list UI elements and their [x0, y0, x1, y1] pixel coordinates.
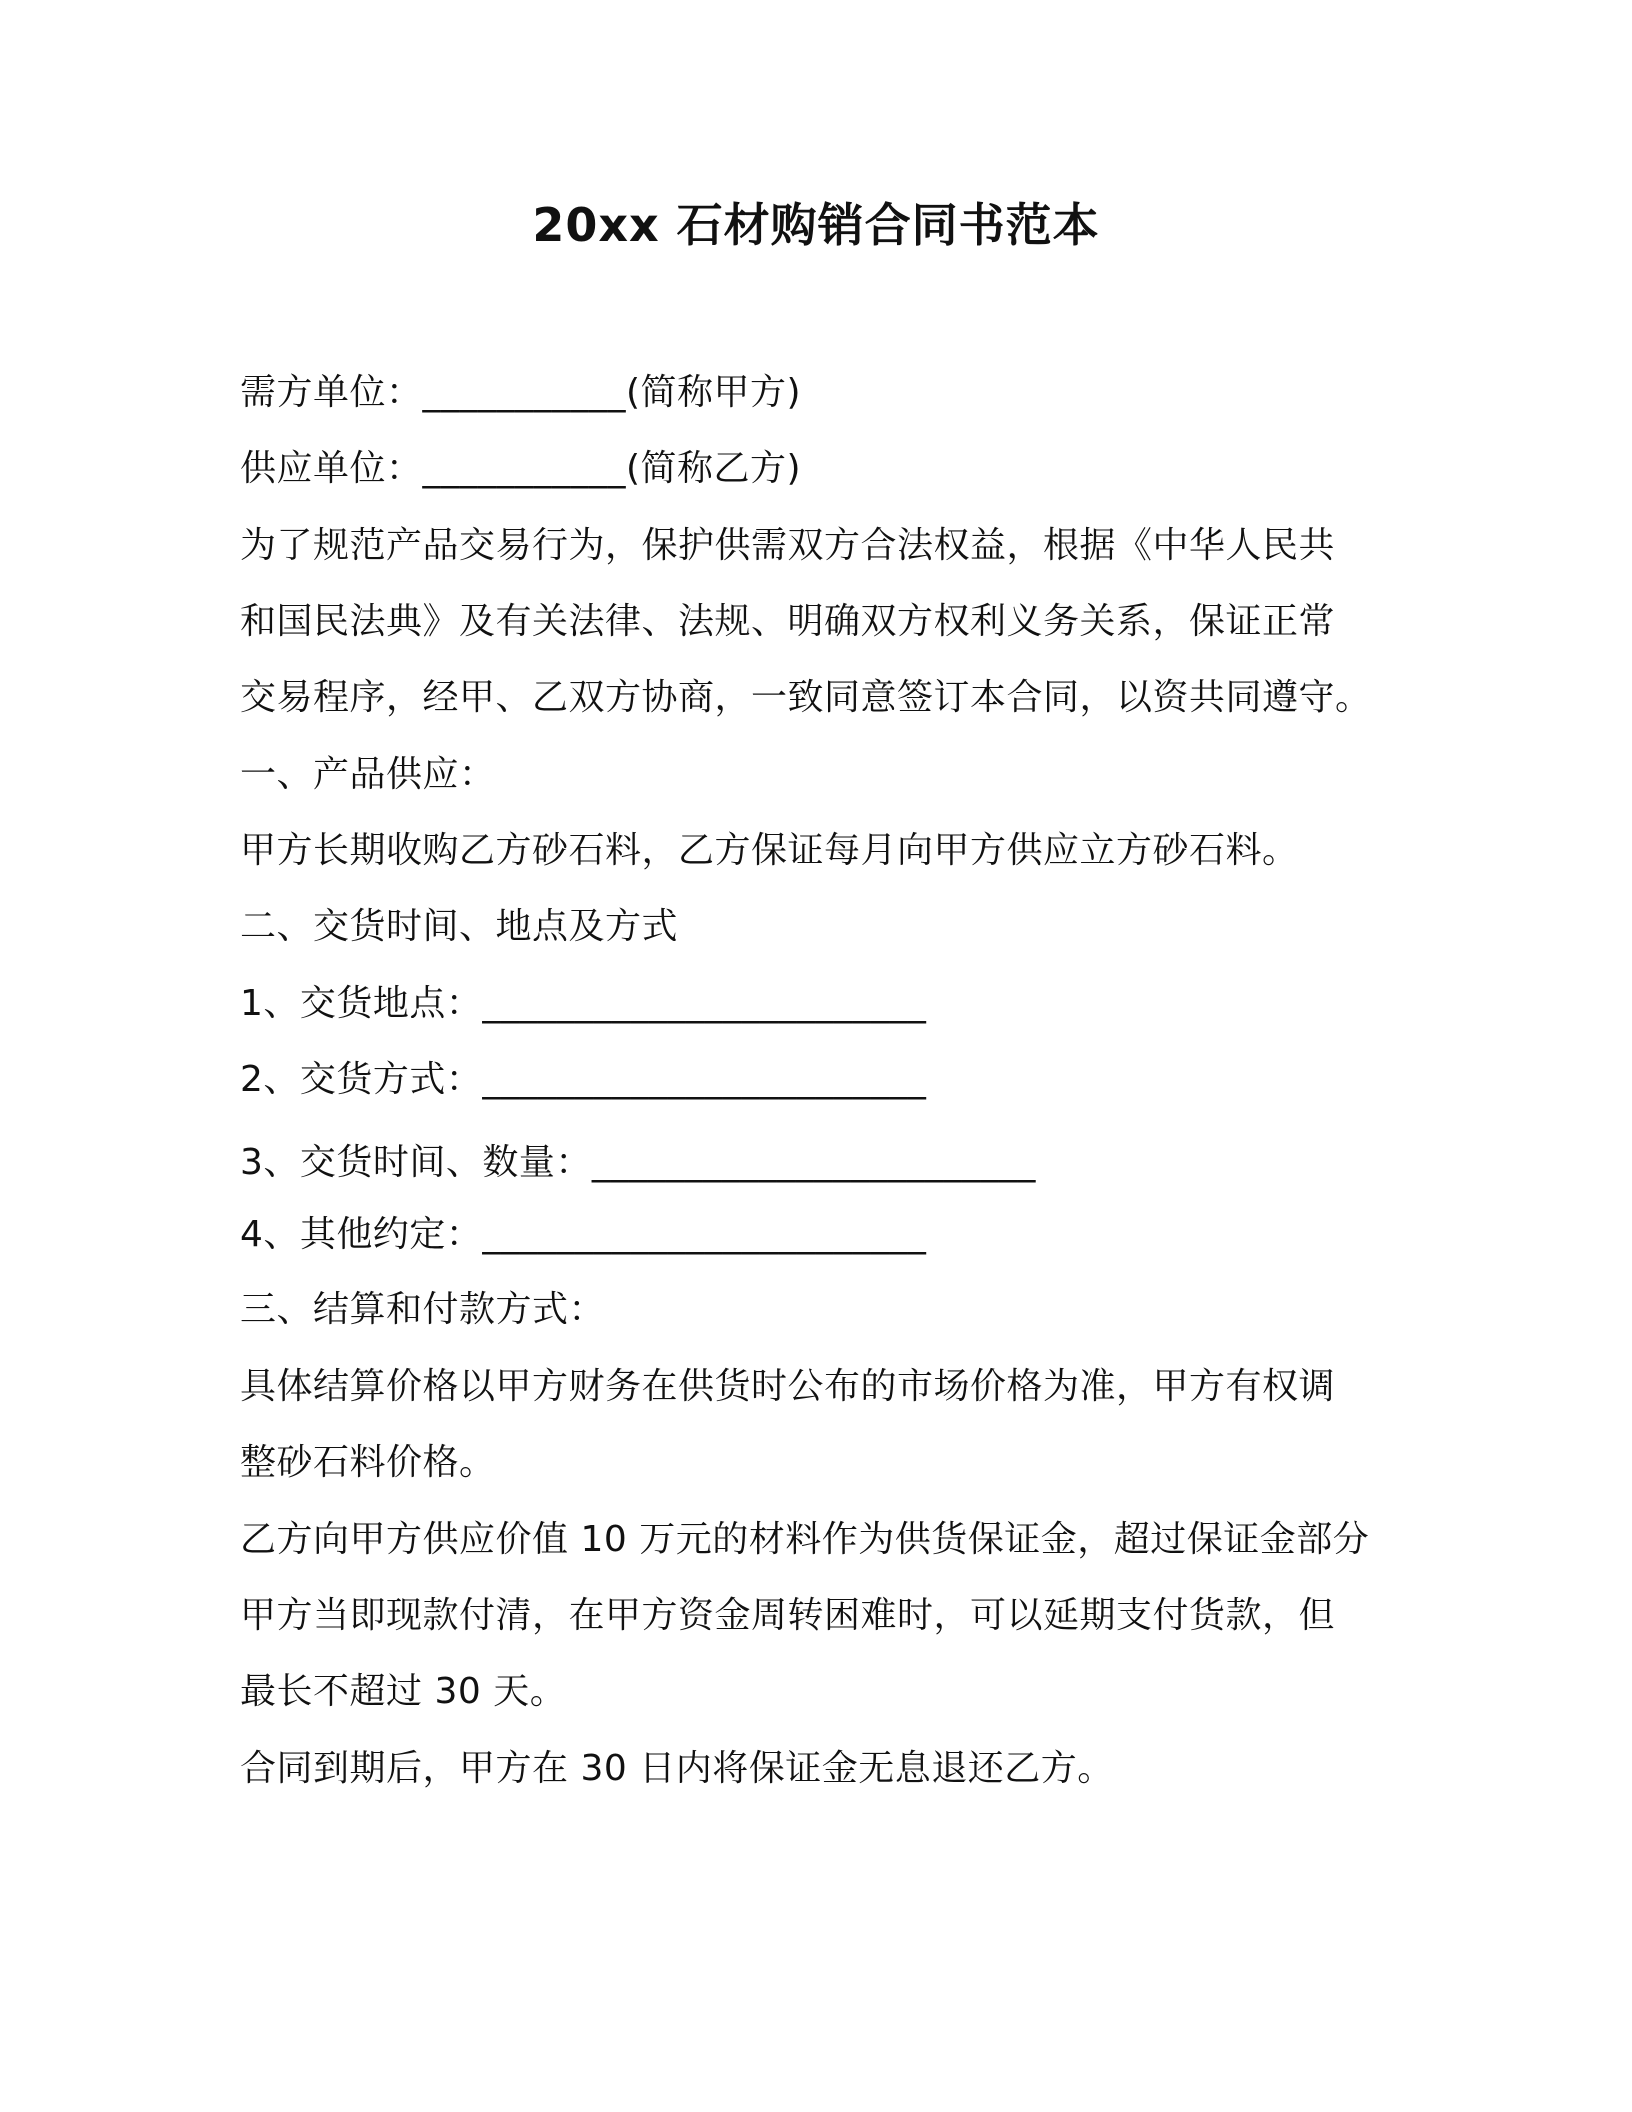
text-line-supply-terms: 甲方长期收购乙方砂石料，乙方保证每月向甲方供应立方砂石料。	[240, 830, 1299, 871]
text-line-refund: 合同到期后，甲方在 30 日内将保证金无息退还乙方。	[240, 1748, 1114, 1789]
text-line-other-terms: 4、其他约定：________________________	[240, 1214, 927, 1255]
text-line-preamble-1: 为了规范产品交易行为，保护供需双方合法权益，根据《中华人民共	[240, 525, 1336, 566]
section-heading-delivery: 二、交货时间、地点及方式	[240, 906, 679, 947]
text-line-settlement-1: 具体结算价格以甲方财务在供货时公布的市场价格为准，甲方有权调	[240, 1366, 1336, 1407]
text-line-deposit-3: 最长不超过 30 天。	[240, 1671, 567, 1712]
text-line-demand-party: 需方单位：___________(简称甲方)	[240, 372, 802, 413]
text-line-preamble-2: 和国民法典》及有关法律、法规、明确双方权利义务关系，保证正常	[240, 601, 1336, 642]
text-line-delivery-time-quantity: 3、交货时间、数量：________________________	[240, 1142, 1036, 1183]
text-line-deposit-2: 甲方当即现款付清，在甲方资金周转困难时，可以延期支付货款，但	[240, 1595, 1336, 1636]
text-line-settlement-2: 整砂石料价格。	[240, 1442, 496, 1483]
text-line-preamble-3: 交易程序，经甲、乙双方协商，一致同意签订本合同，以资共同遵守。	[240, 677, 1372, 718]
section-heading-supply: 一、产品供应：	[240, 754, 496, 795]
text-line-delivery-method: 2、交货方式：________________________	[240, 1059, 927, 1100]
text-line-delivery-place: 1、交货地点：________________________	[240, 983, 927, 1024]
section-heading-settlement: 三、结算和付款方式：	[240, 1289, 606, 1330]
text-line-supply-party: 供应单位：___________(简称乙方)	[240, 448, 802, 489]
document-title: 20xx 石材购销合同书范本	[532, 198, 1100, 252]
text-line-deposit-1: 乙方向甲方供应价值 10 万元的材料作为供货保证金，超过保证金部分	[240, 1519, 1370, 1560]
